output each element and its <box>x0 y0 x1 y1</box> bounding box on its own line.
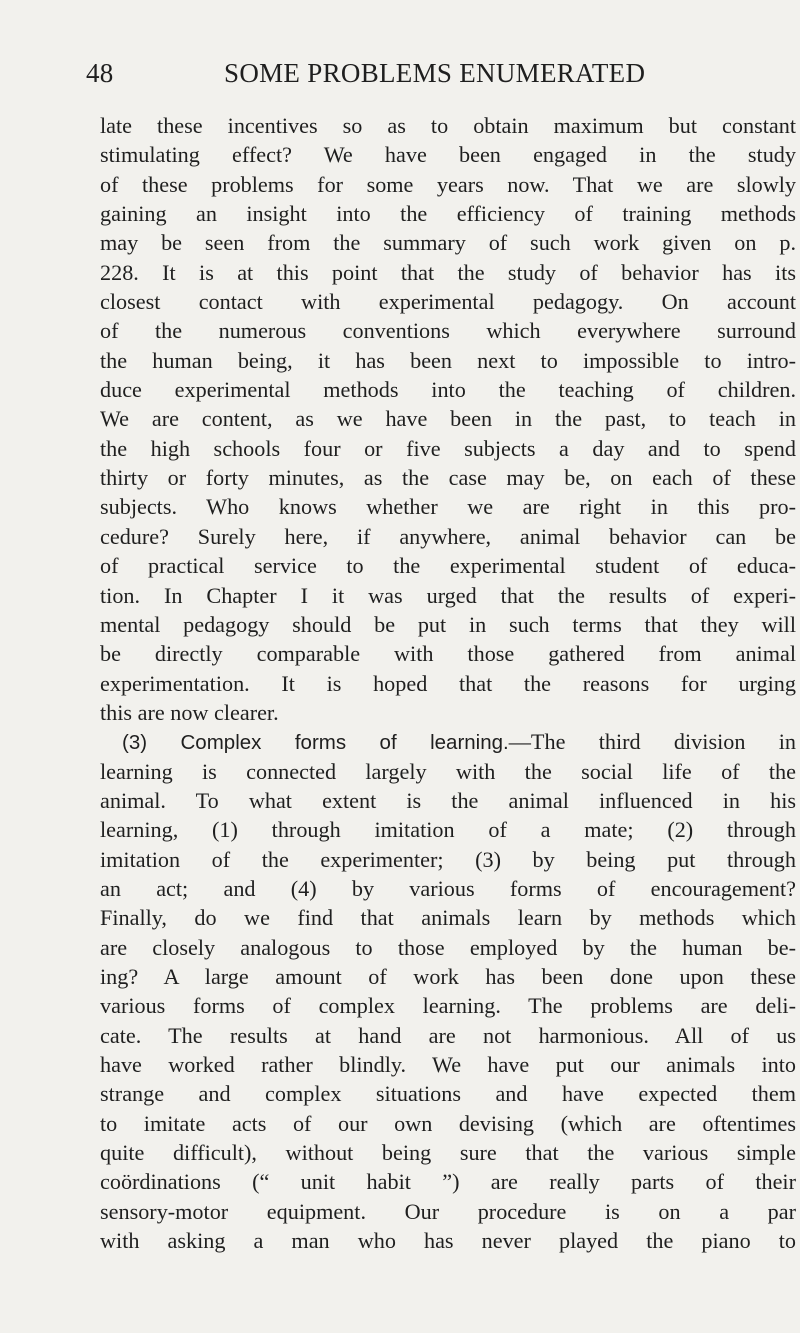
text-line: an act; and (4) by various forms of encouragement? <box>100 875 796 901</box>
text-line: We are content, as we have been in the past, to teach in <box>100 406 796 432</box>
text-line: this are now clearer. <box>100 699 279 725</box>
text-line: the high schools four or five subjects a day and to spend <box>100 435 796 461</box>
body-text <box>100 111 796 1255</box>
text-line: with asking a man who has never played the piano to <box>100 1228 796 1254</box>
text-line: learning is connected largely with the social life of the <box>100 758 796 784</box>
text-line: quite difficult), without being sure that the various simple <box>100 1140 796 1166</box>
text-line: cedure? Surely here, if anywhere, animal behavior can be <box>100 523 796 549</box>
section-heading-line <box>100 727 796 756</box>
text-line: coördinations (“ unit habit ”) are really parts of their <box>100 1169 796 1195</box>
text-line: thirty or forty minutes, as the case may be, on each of these <box>100 465 796 491</box>
text-line: duce experimental methods into the teaching of children. <box>100 377 796 403</box>
text-line: of practical service to the experimental student of educa- <box>100 553 796 579</box>
text-line: the human being, it has been next to impossible to intro- <box>100 347 796 373</box>
text-line: may be seen from the summary of such work given on p. <box>100 230 796 256</box>
text-line: have worked rather blindly. We have put our animals into <box>100 1052 796 1077</box>
text-line: various forms of complex learning. The problems are deli- <box>100 993 796 1019</box>
text-line: 228. It is at this point that the study of behavior has its <box>100 259 796 285</box>
text-line: cate. The results at hand are not harmonious. All of us <box>100 1022 796 1048</box>
text-line: late these incentives so as to obtain maximum but constant <box>100 113 796 138</box>
text-line: are closely analogous to those employed by the human be- <box>100 934 796 960</box>
text-line: closest contact with experimental pedagogy. On account <box>100 289 796 315</box>
text-line: animal. To what extent is the animal influenced in his <box>100 787 796 813</box>
running-head <box>86 58 736 92</box>
text-line: mental pedagogy should be put in such terms that they will <box>100 611 796 637</box>
text-line: stimulating effect? We have been engaged in the study <box>100 142 796 168</box>
text-line: strange and complex situations and have expected them <box>100 1081 796 1107</box>
text-line: sensory-motor equipment. Our procedure is on a par <box>100 1198 796 1224</box>
text-line: experimentation. It is hoped that the reasons for urging <box>100 670 796 696</box>
text-line: imitation of the experimenter; (3) by being put through <box>100 846 796 872</box>
text-line: be directly comparable with those gathered from animal <box>100 641 796 667</box>
text-line: to imitate acts of our own devising (which are oftentimes <box>100 1110 796 1136</box>
text-line: Finally, do we find that animals learn by methods which <box>100 905 796 931</box>
page-number: 48 <box>86 58 114 88</box>
section-heading: (3) Complex forms of learning. <box>122 731 509 755</box>
text-line: of these problems for some years now. That we are slowly <box>100 171 796 197</box>
section-heading-continuation: —The third division in <box>508 729 796 755</box>
text-line: learning, (1) through imitation of a mate; (2) through <box>100 817 796 843</box>
text-line: subjects. Who knows whether we are right in this pro- <box>100 494 796 520</box>
text-line: tion. In Chapter I it was urged that the results of experi- <box>100 582 796 608</box>
text-line: gaining an insight into the efficiency of training methods <box>100 201 796 227</box>
running-title: SOME PROBLEMS ENUMERATED <box>224 58 646 88</box>
text-line: of the numerous conventions which everywhere surround <box>100 318 796 344</box>
text-line: ing? A large amount of work has been done upon these <box>100 963 796 989</box>
